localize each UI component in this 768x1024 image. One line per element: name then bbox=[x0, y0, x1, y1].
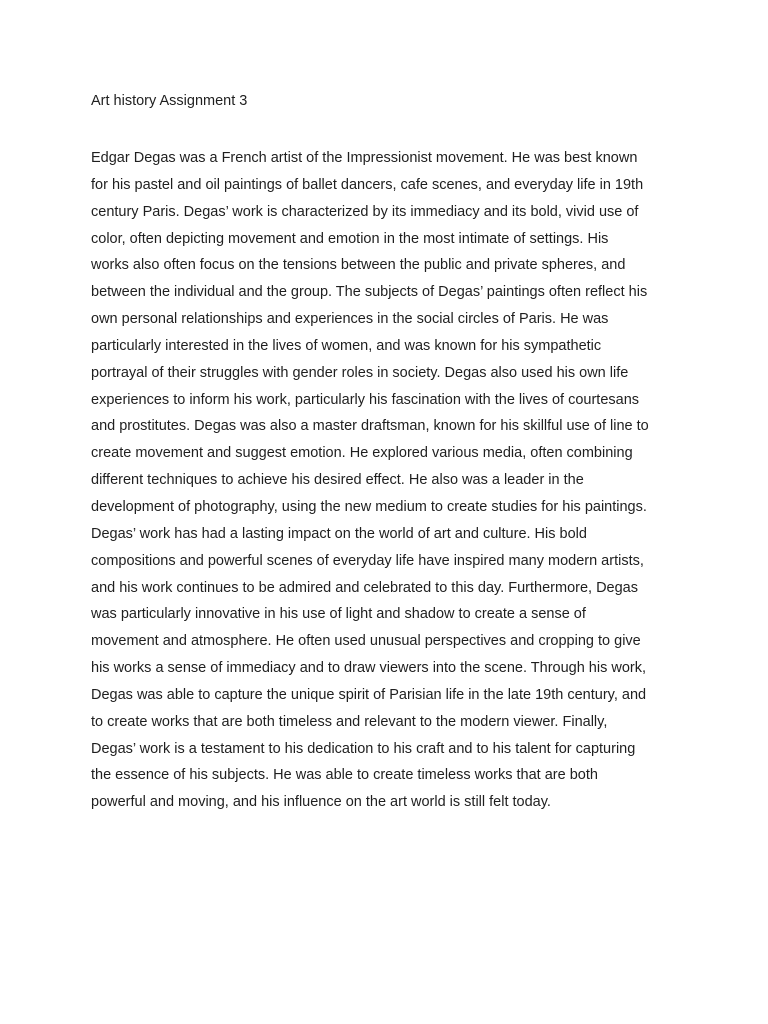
text-line: was particularly innovative in his use of light and shadow to create a sense of bbox=[91, 606, 586, 623]
text-line: Edgar Degas was a French artist of the Impressionist movement. He was best known bbox=[91, 150, 638, 166]
text-line: his works a sense of immediacy and to draw viewers into the scene. Through his work, bbox=[91, 660, 647, 677]
text-line: compositions and powerful scenes of everyday life have inspired many modern artists, bbox=[91, 552, 644, 569]
text-line: to create works that are both timeless and relevant to the modern viewer. Finally, bbox=[91, 713, 608, 730]
text-line: powerful and moving, and his influence on the art world is still felt today. bbox=[91, 794, 551, 811]
text-line: own personal relationships and experiences in the social circles of Paris. He was bbox=[91, 311, 609, 328]
text-line: for his pastel and oil paintings of ballet dancers, cafe scenes, and everyday life in 19th bbox=[91, 176, 644, 193]
text-line: Degas was able to capture the unique spirit of Parisian life in the late 19th century, and bbox=[91, 686, 647, 703]
text-line: different techniques to achieve his desired effect. He also was a leader in the bbox=[91, 472, 584, 489]
text-line: the essence of his subjects. He was able to create timeless works that are both bbox=[91, 767, 598, 784]
text-line: particularly interested in the lives of women, and was known for his sympathetic bbox=[91, 337, 602, 354]
text-line: portrayal of their struggles with gender roles in society. Degas also used his own life bbox=[91, 364, 629, 381]
text-line: movement and atmosphere. He often used unusual perspectives and cropping to give bbox=[91, 633, 641, 650]
text-line: between the individual and the group. The subjects of Degas’ paintings often reflect his bbox=[91, 284, 648, 301]
text-line: Degas’ work is a testament to his dedication to his craft and to his talent for capturing bbox=[91, 740, 636, 757]
body-paragraph bbox=[91, 145, 691, 816]
text-line: development of photography, using the new medium to create studies for his paintings. bbox=[91, 498, 647, 515]
text-line: and his work continues to be admired and celebrated to this day. Furthermore, Degas bbox=[91, 579, 638, 596]
text-line: Degas’ work has had a lasting impact on the world of art and culture. His bold bbox=[91, 525, 587, 542]
text-line: works also often focus on the tensions between the public and private spheres, and bbox=[91, 257, 626, 274]
text-line: color, often depicting movement and emotion in the most intimate of settings. His bbox=[91, 230, 609, 247]
text-line: century Paris. Degas’ work is characterized by its immediacy and its bold, vivid use of bbox=[91, 203, 639, 220]
text-line: and prostitutes. Degas was also a master draftsman, known for his skillful use of line to bbox=[91, 418, 649, 435]
text-line: create movement and suggest emotion. He explored various media, often combining bbox=[91, 445, 633, 462]
document-title: Art history Assignment 3 bbox=[91, 93, 248, 109]
text-line: experiences to inform his work, particularly his fascination with the lives of courtesans bbox=[91, 391, 640, 408]
